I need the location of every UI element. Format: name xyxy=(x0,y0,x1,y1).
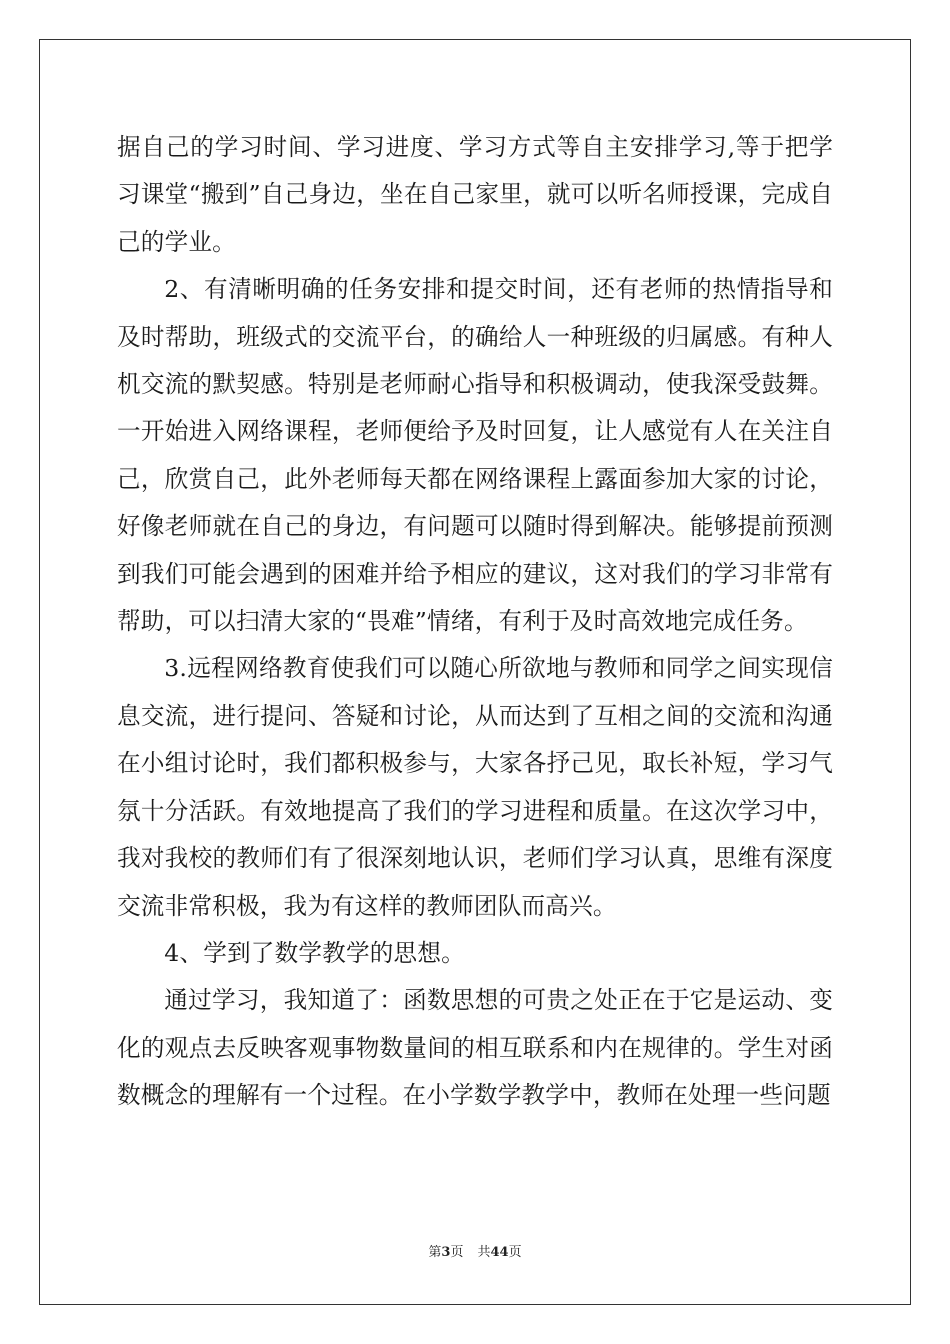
total-suffix: 页 xyxy=(508,1245,522,1260)
total-pages: 44 xyxy=(490,1245,509,1260)
page-suffix: 页 xyxy=(450,1245,464,1260)
page-prefix: 第 xyxy=(428,1245,442,1260)
total-prefix: 共 xyxy=(477,1245,491,1260)
paragraph-3: 3.远程网络教育使我们可以随心所欲地与教师和同学之间实现信息交流，进行提问、答疑和讨论，从而达到了互相之间的交流和沟通在小组讨论时，我们都积极参与，大家各抒己见，取长补短，学习气氛十分活跃。有效地提高了我们的学习进程和质量。在这次学习中，我对我校的教师们有了很深刻地认识，老师们学习认真，思维有深度交流非常积极，我为有这样的教师团队而高兴。 xyxy=(117,654,833,920)
paragraph-2: 2、有清晰明确的任务安排和提交时间，还有老师的热情指导和及时帮助，班级式的交流平台，的确给人一种班级的归属感。有种人机交流的默契感。特别是老师耐心指导和积极调动，使我深受鼓舞。一开始进入网络课程，老师便给予及时回复，让人感觉有人在关注自己，欣赏自己，此外老师每天都在网络课程上露面参加大家的讨论，好像老师就在自己的身边，有问题可以随时得到解决。能够提前预测到我们可能会遇到的困难并给予相应的建议，这对我们的学习非常有帮助，可以扫清大家的“畏难”情绪，有利于及时高效地完成任务。 xyxy=(117,275,833,636)
page-footer xyxy=(0,1241,950,1260)
paragraph-1: 据自己的学习时间、学习进度、学习方式等自主安排学习,等于把学习课堂“搬到”自己身边，坐在自己家里，就可以听名师授课，完成自己的学业。 xyxy=(117,133,833,256)
paragraph-4: 4、学到了数学教学的思想。 xyxy=(164,938,465,967)
document-body xyxy=(117,124,833,1120)
paragraph-5: 通过学习，我知道了：函数思想的可贵之处正在于它是运动、变化的观点去反映客观事物数量间的相互联系和内在规律的。学生对函数概念的理解有一个过程。在小学数学教学中，教师在处理一些问题 xyxy=(117,986,833,1110)
page-number: 3 xyxy=(441,1245,451,1260)
